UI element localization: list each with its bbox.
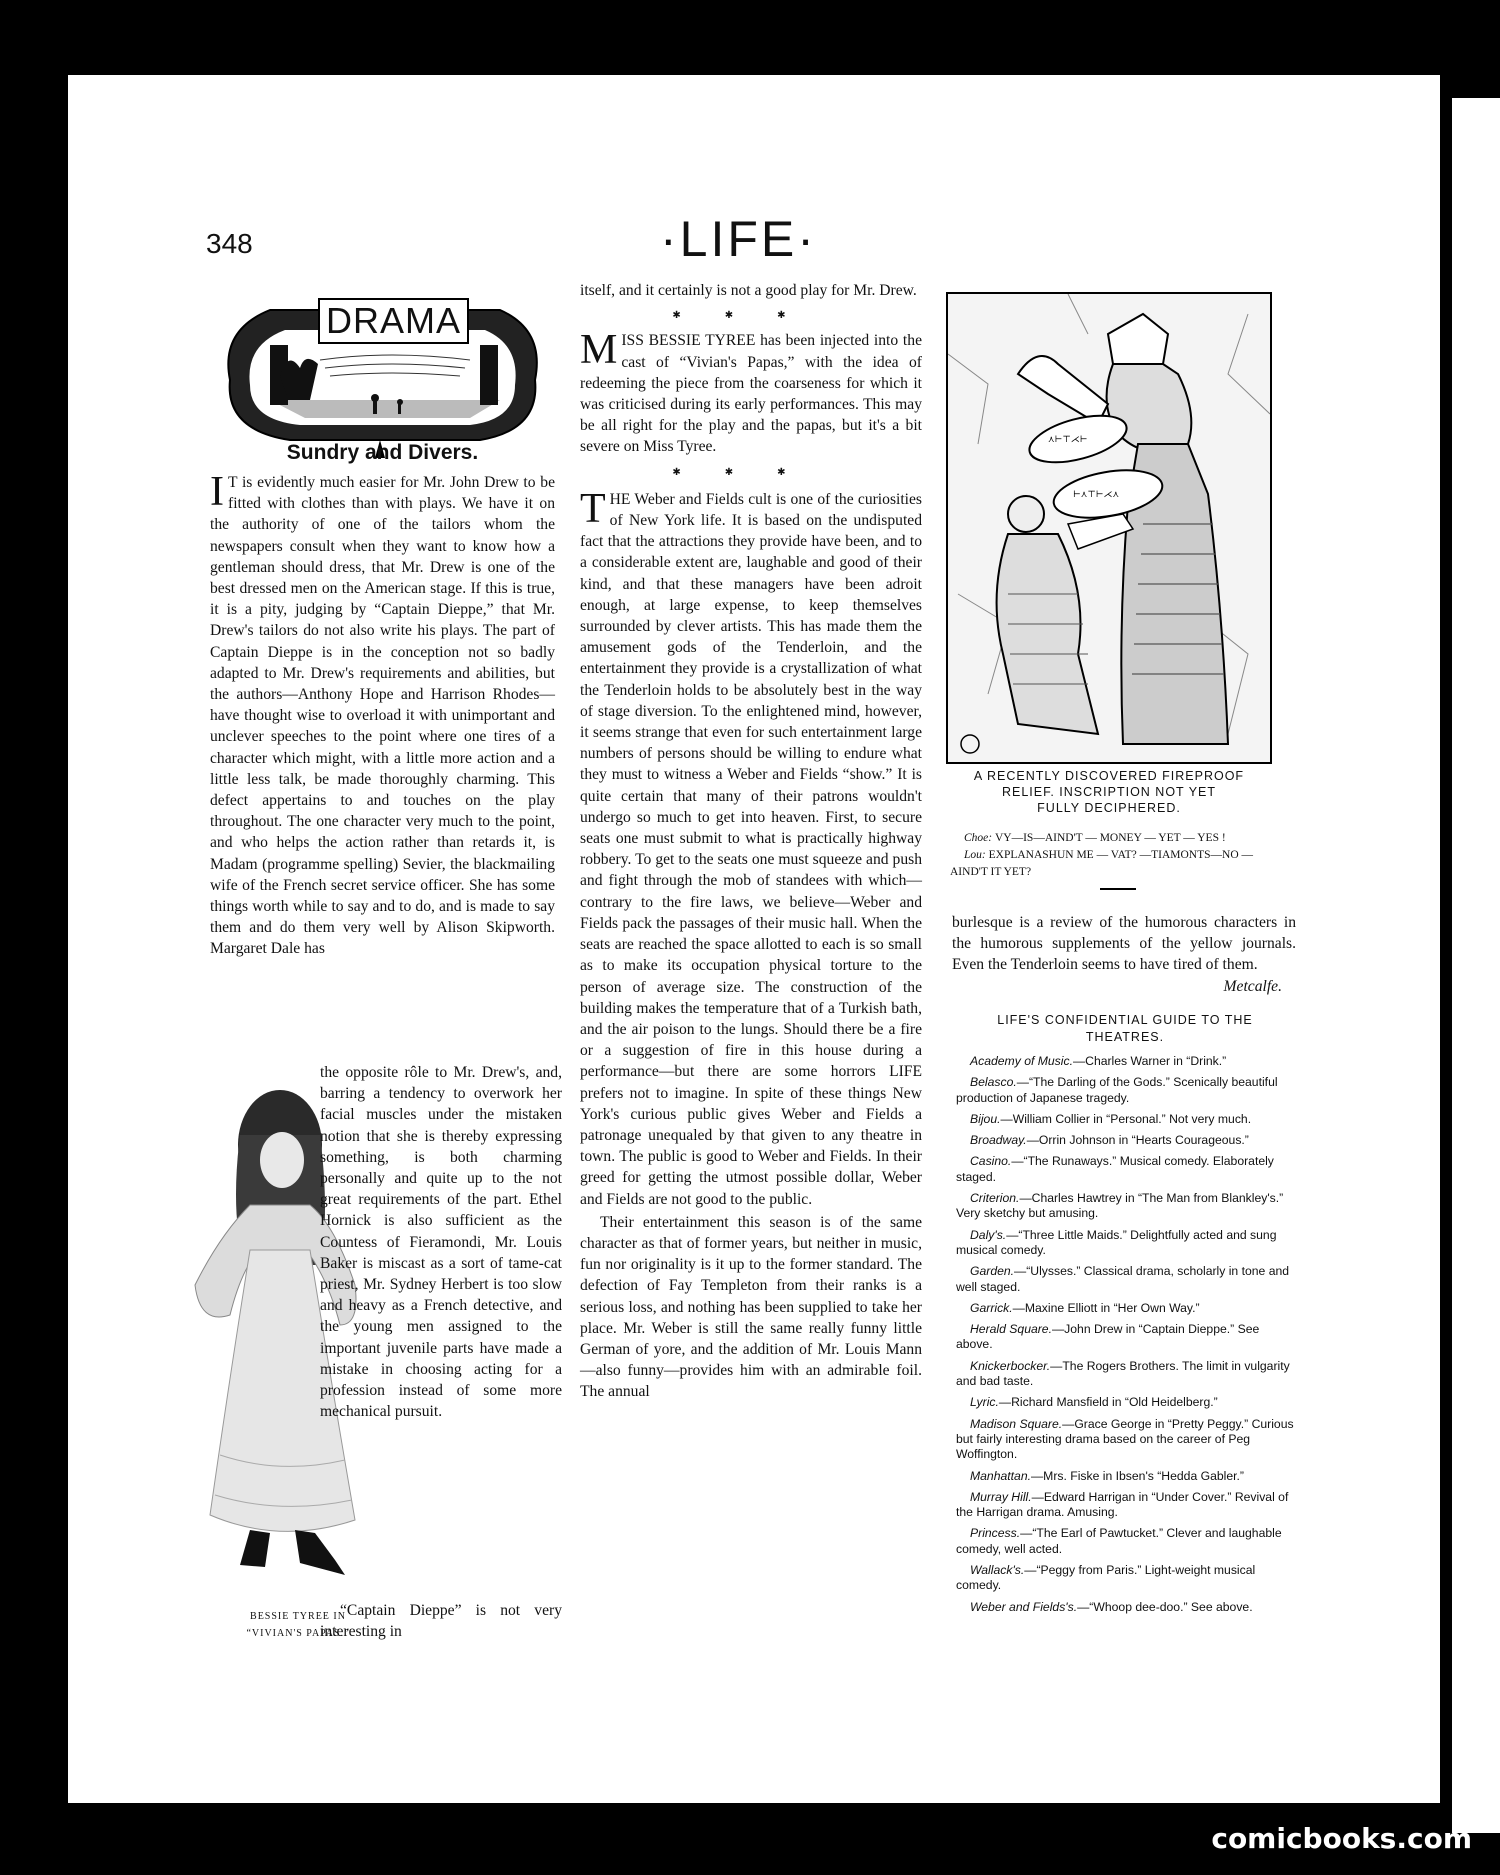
drop-cap-i: I (210, 469, 224, 515)
svg-text:⋏⊢⊤⋌⊢: ⋏⊢⊤⋌⊢ (1048, 434, 1088, 444)
guide-entry-text: —John Drew in “Captain Dieppe.” See above. (956, 1322, 1260, 1352)
paragraph-bessie-tyree: ISS BESSIE TYREE has been injected into the cast of “Vivian's Papas,” with the idea of redeeming the piece from the coarseness for which it was criticised during its early performances. This may be all right for the play and the papas, but it's a bit severe on Miss Tyree. (580, 332, 922, 456)
paragraph-captain-dieppe: “Captain Dieppe” is not very interesting in (320, 1602, 562, 1641)
guide-entry-theatre: Daly's. (970, 1227, 1007, 1242)
guide-entry (956, 1154, 1294, 1185)
guide-entry-theatre: Garrick. (970, 1300, 1013, 1315)
paragraph-burlesque: burlesque is a review of the humorous characters in the humorous supplements of the yellow journals. Even the Tenderloin seems to have tired of them. (952, 914, 1296, 974)
guide-entry (956, 1359, 1294, 1390)
guide-entry-theatre: Criterion. (970, 1191, 1020, 1206)
theatre-guide-list (956, 1054, 1294, 1621)
guide-entry-text: —Edward Harrigan in “Under Cover.” Revival of the Harrigan drama. Amusing. (956, 1489, 1289, 1520)
guide-entry-text: —“The Runaways.” Musical comedy. Elaborately staged. (956, 1154, 1274, 1184)
guide-entry-text: —Grace George in “Pretty Peggy.” Curious but fairly interesting drama based on the career of Peg Woffington. (956, 1416, 1294, 1462)
guide-entry-theatre: Bijou. (970, 1111, 1001, 1126)
paragraph-cast-review: the opposite rôle to Mr. Drew's, and, barring a tendency to overwork her facial muscles under the mistaken notion that she is thereby expressing something, is both charming personally and quite up to the not great requirements of the part. Ethel Hornick is also sufficient as the Countess of Fieramondi, Mr. Louis Baker is miscast as a sort of tame-cat priest, Mr. Sydney Herbert is too slow and heavy as a French detective, and the young men assigned to the important juvenile parts have made a mistake in choosing acting for a profession instead of some more mechanical pursuit. (320, 1064, 562, 1421)
page-number: 348 (206, 228, 253, 259)
drop-cap-t: T (580, 485, 606, 532)
guide-entry (956, 1301, 1294, 1316)
guide-entry-text: —Orrin Johnson in “Hearts Courageous.” (1026, 1133, 1249, 1148)
guide-entry-theatre: Broadway. (970, 1133, 1027, 1148)
article-title: Sundry and Divers. (286, 441, 479, 464)
relief-cartoon (946, 292, 1272, 764)
guide-entry (956, 1112, 1294, 1127)
facing-page-edge (1452, 98, 1500, 1833)
guide-entry (956, 1322, 1294, 1353)
section-divider-stars-2: ✱✱✱ (672, 466, 830, 478)
guide-entry-text: —The Rogers Brothers. The limit in vulgarity and bad taste. (956, 1358, 1290, 1389)
column-1-wrap (320, 1062, 562, 1422)
guide-entry-text: —William Collier in “Personal.” Not very much. (1000, 1111, 1252, 1126)
guide-entry-theatre: Weber and Fields's. (970, 1599, 1078, 1614)
cartoon-dialogue (950, 830, 1270, 881)
guide-entry-text: —“The Darling of the Gods.” Scenically beautiful production of Japanese tragedy. (956, 1075, 1278, 1105)
paragraph-weber-fields: HE Weber and Fields cult is one of the curiosities of New York life. It is based on the undisputed fact that the attractions they provide have been, and to a considerable extent are, laughable and good of their kind, and that these managers have been adroit enough, at large expense, to keep themselves surrounded by clever artists. This has made them the amusement gods of the Tenderloin, and the entertainment they provide is a crystallization of what the Tenderloin holds to be absolutely best in the way of stage diversion. To the enlightened mind, however, it seems strange that even for such entertainment large numbers of persons should be willing to endure what they must to witness a Weber and Fields “show.” It is quite certain that many of their patrons wouldn't undergo so much to get into heaven. First, to secure seats one must submit to what is practically highway robbery. To get to the seats one must squeeze and push and fight through the mob of standees with which—contrary to the fire laws, we believe—Weber and Fields pack the passages of their music hall. When the seats are reached the space allotted to each is so small as to make its occupation physical torture to the person of average size. The construction of the building makes the temperature that of a Turkish bath, and the air poison to the lungs. Should there be a fire or a suggestion of fire in this house during a performance—but there are some horrors LIFE prefers not to imagine. In spite of these things New York's curious public gives Weber and Fields a patronage unequaled by that given to any theatre in town. The public is good to Weber and Fields. In their greed for getting the utmost possible dollar, Weber and Fields are not good to the public. (580, 490, 922, 1208)
guide-entry (956, 1469, 1294, 1484)
guide-entry-text: —Mrs. Fiske in Ibsen's “Hedda Gabler.” (1030, 1468, 1244, 1483)
watermark: comicbooks.com (1211, 1822, 1472, 1855)
guide-entry-text: —“Peggy from Paris.” Light-weight musical comedy. (956, 1563, 1256, 1593)
guide-entry-theatre: Academy of Music. (970, 1054, 1073, 1068)
assyrian-relief-illustration (948, 294, 1270, 762)
guide-entry (956, 1264, 1294, 1295)
drop-cap-m: M (580, 327, 618, 374)
guide-title-line-1: LIFE'S CONFIDENTIAL GUIDE TO THE (997, 1013, 1253, 1027)
guide-entry (956, 1191, 1294, 1222)
divider-rule (1100, 888, 1136, 890)
cartoon-caption-line-2: RELIEF. INSCRIPTION NOT YET (1001, 785, 1217, 799)
guide-entry (956, 1526, 1294, 1557)
guide-entry-theatre: Manhattan. (970, 1468, 1031, 1483)
dialogue-text-choe: VY—IS—AIND'T — MONEY — YET — YES ! (994, 832, 1226, 844)
dialogue-speaker-choe: Choe: (964, 832, 993, 844)
guide-entry (956, 1490, 1294, 1521)
paragraph-not-good-play: itself, and it certainly is not a good play for Mr. Drew. (580, 282, 917, 299)
paragraph-drew-tailors: T is evidently much easier for Mr. John Drew to be fitted with clothes than with plays. We have it on the authority of one of the tailors whom the newspapers consult when they want to know how a gentleman should dress, that Mr. Drew is one of the best dressed men on the American stage. If this is true, it is a pity, judging by “Captain Dieppe,” that Mr. Drew's tailors do not also write his plays. The part of Captain Dieppe is in the conception not so badly adapted to Mr. Drew's requirements and abilities, but the authors—Anthony Hope and Harrison Rhodes—have thought wise to overload it with unimportant and unclever speeches to the point where one tires of a character which might, with a little more action and a little less talk, be made thoroughly charming. This defect appertains to and touches on the play throughout. The one character very much to the point, and who helps the action rather than retards it, is Madam (programme spelling) Sevier, the blackmailing wife of the French secret service officer. She has some things worth while to say and to do, and is made to say them and do them very well by Alison Skipworth. Margaret Dale has (210, 474, 555, 958)
photo-caption-line-1: BESSIE TYREE IN (250, 1611, 346, 1622)
guide-entry-theatre: Madison Square. (970, 1416, 1063, 1431)
guide-entry-theatre: Belasco. (970, 1075, 1017, 1090)
guide-entry-text: —Charles Hawtrey in “The Man from Blankley's.” Very sketchy but amusing. (956, 1191, 1284, 1221)
column-1 (210, 469, 555, 960)
drama-banner-label: DRAMA (318, 298, 469, 344)
guide-entry (956, 1075, 1294, 1106)
guide-entry-text: —“Three Little Maids.” Delightfully acted and sung musical comedy. (956, 1227, 1277, 1257)
guide-entry-theatre: Murray Hill. (970, 1489, 1032, 1504)
guide-entry (956, 1054, 1294, 1069)
guide-entry-theatre: Herald Square. (970, 1322, 1052, 1337)
dialogue-text-lou: EXPLANASHUN ME — VAT? —TIAMONTS—NO — AIND'T IT YET? (950, 849, 1254, 878)
cartoon-caption (946, 768, 1272, 816)
column-3-cont (952, 912, 1296, 997)
guide-entry (956, 1563, 1294, 1594)
guide-title (970, 1012, 1280, 1046)
masthead-title: ·LIFE· (660, 211, 817, 267)
guide-entry-text: —“Whoop dee-doo.” See above. (1077, 1599, 1253, 1614)
dialogue-speaker-lou: Lou: (964, 849, 986, 861)
guide-title-line-2: THEATRES. (1085, 1030, 1165, 1044)
section-divider-stars: ✱✱✱ (672, 310, 830, 322)
guide-entry-theatre: Knickerbocker. (970, 1358, 1051, 1373)
guide-entry-text: —“Ulysses.” Classical drama, scholarly in tone and well staged. (956, 1264, 1290, 1294)
guide-entry-theatre: Lyric. (970, 1395, 999, 1410)
dialogue-line-choe (950, 830, 1270, 847)
author-signature: Metcalfe. (1223, 977, 1282, 995)
guide-entry-text: —Richard Mansfield in “Old Heidelberg.” (998, 1395, 1218, 1410)
cartoon-caption-line-1: A RECENTLY DISCOVERED FIREPROOF (973, 769, 1245, 783)
guide-entry-text: —“The Earl of Pawtucket.” Clever and laughable comedy, well acted. (956, 1526, 1282, 1556)
guide-entry-text: —Charles Warner in “Drink.” (1072, 1054, 1227, 1068)
guide-entry (956, 1600, 1294, 1615)
guide-entry (956, 1133, 1294, 1148)
column-2 (580, 280, 922, 1403)
guide-entry-theatre: Garden. (970, 1264, 1015, 1279)
guide-entry (956, 1395, 1294, 1410)
dialogue-line-lou (950, 847, 1270, 881)
photo-caption (228, 1608, 368, 1642)
photo-caption-line-2: “VIVIAN'S PAPAS.” (246, 1628, 350, 1639)
guide-entry-theatre: Casino. (970, 1154, 1012, 1169)
guide-entry-theatre: Princess. (970, 1526, 1021, 1541)
cartoon-caption-line-3: FULLY DECIPHERED. (1037, 801, 1181, 815)
drama-banner (210, 290, 555, 460)
paragraph-this-season: Their entertainment this season is of the same character as that of former years, but neither in music, fun nor originality is it up to the former standard. The defection of Fay Templeton from their ranks is a serious loss, and nothing has been supplied to take her place. Mr. Weber is still the same really funny little German of yore, and the addition of Mr. Louis Mann—also funny—provides him with an admirable foil. The annual (580, 1213, 922, 1401)
guide-entry (956, 1228, 1294, 1259)
guide-entry (956, 1417, 1294, 1463)
svg-text:⊢⋏⊤⊢⋌⋏: ⊢⋏⊤⊢⋌⋏ (1073, 489, 1120, 499)
guide-entry-theatre: Wallack's. (970, 1563, 1025, 1578)
guide-entry-text: —Maxine Elliott in “Her Own Way.” (1012, 1300, 1200, 1315)
